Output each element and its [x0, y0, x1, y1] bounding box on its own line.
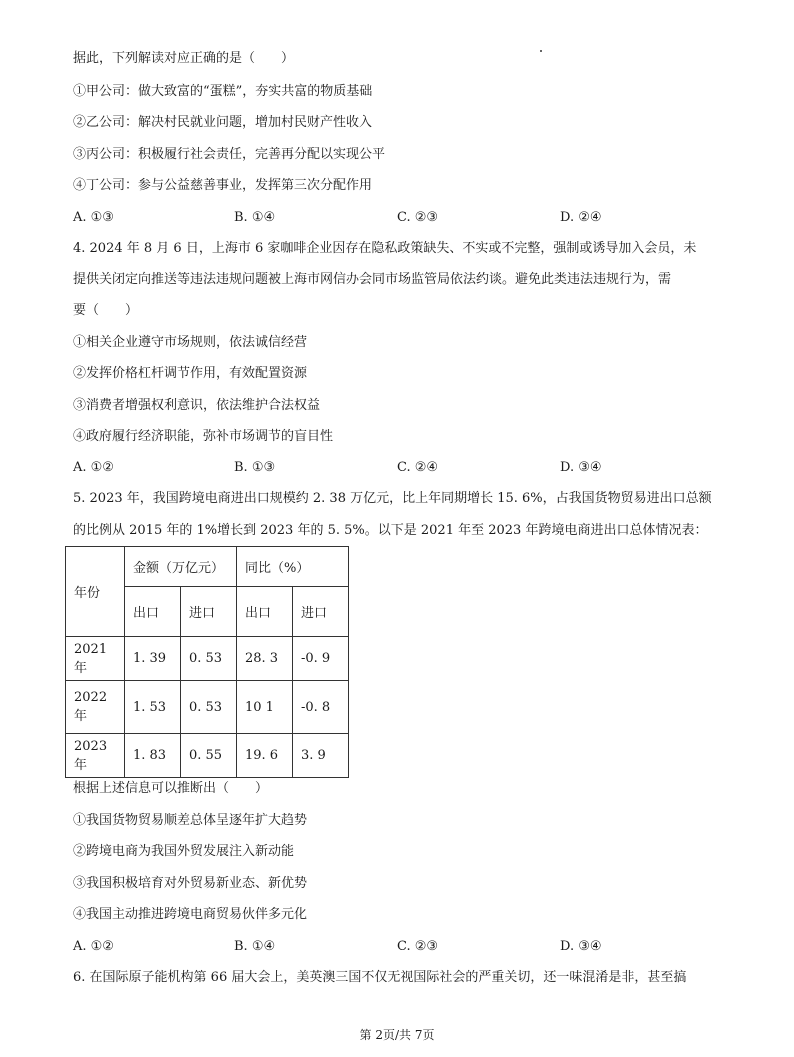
q3-option-d[interactable]: D. ②④: [560, 210, 602, 225]
q4-stem-line-1: 4. 2024 年 8 月 6 日，上海市 6 家咖啡企业因存在隐私政策缺失、不实或不完整，强制或诱导加入会员，未: [73, 241, 697, 256]
q4-item-4: ④政府履行经济职能，弥补市场调节的盲目性: [73, 429, 334, 444]
table-yoy-header: 同比（%）: [237, 547, 349, 587]
q5-stem-line-1: 5. 2023 年，我国跨境电商进出口规模约 2. 38 万亿元，比上年同期增长 15. 6%，占我国货物贸易进出口总额: [73, 491, 712, 506]
q3-options: [73, 209, 723, 227]
q5-options: [73, 938, 723, 956]
q3-item-1: ①甲公司：做大致富的“蛋糕”，夯实共富的物质基础: [73, 84, 373, 99]
q3-option-c[interactable]: C. ②③: [397, 210, 439, 225]
table-subheader: 进口: [181, 587, 237, 637]
table-cell: -0. 8: [293, 681, 349, 734]
table-row: [66, 734, 349, 778]
q3-stem: 据此，下列解读对应正确的是（ ）: [73, 51, 295, 66]
trade-table: [65, 546, 349, 778]
table-cell: 10 1: [237, 681, 293, 734]
table-cell: 1. 39: [125, 637, 181, 681]
q3-option-a[interactable]: A. ①③: [73, 210, 114, 225]
table-subheader: 出口: [237, 587, 293, 637]
table-subheader: 出口: [125, 587, 181, 637]
q5-item-1: ①我国货物贸易顺差总体呈逐年扩大趋势: [73, 813, 308, 828]
q3-item-4: ④丁公司：参与公益慈善事业，发挥第三次分配作用: [73, 178, 373, 193]
table-cell: 1. 53: [125, 681, 181, 734]
table-cell: 0. 53: [181, 681, 237, 734]
q5-item-4: ④我国主动推进跨境电商贸易伙伴多元化: [73, 907, 308, 922]
q5-item-2: ②跨境电商为我国外贸发展注入新动能: [73, 844, 295, 859]
q5-question: 根据上述信息可以推断出（ ）: [73, 781, 269, 796]
table-cell: 0. 55: [181, 734, 237, 778]
q4-option-d[interactable]: D. ③④: [560, 460, 602, 475]
table-row-year: 2021 年: [66, 637, 125, 681]
q3-item-2: ②乙公司：解决村民就业问题，增加村民财产性收入: [73, 115, 373, 130]
q5-option-a[interactable]: A. ①②: [73, 939, 114, 954]
table-amount-header: 金额（万亿元）: [125, 547, 237, 587]
table-cell: 28. 3: [237, 637, 293, 681]
q4-option-b[interactable]: B. ①③: [234, 460, 276, 475]
q4-option-c[interactable]: C. ②④: [397, 460, 439, 475]
q4-option-a[interactable]: A. ①②: [73, 460, 114, 475]
table-cell: 1. 83: [125, 734, 181, 778]
table-cell: -0. 9: [293, 637, 349, 681]
q3-option-b[interactable]: B. ①④: [234, 210, 276, 225]
table-row-year: 2022 年: [66, 681, 125, 734]
q4-item-3: ③消费者增强权利意识，依法维护合法权益: [73, 398, 321, 413]
q3-item-3: ③丙公司：积极履行社会责任，完善再分配以实现公平: [73, 147, 386, 162]
table-cell: 19. 6: [237, 734, 293, 778]
q5-option-c[interactable]: C. ②③: [397, 939, 439, 954]
table-year-header: 年份: [66, 547, 125, 637]
q5-item-3: ③我国积极培育对外贸易新业态、新优势: [73, 876, 308, 891]
q5-option-d[interactable]: D. ③④: [560, 939, 602, 954]
q4-stem-line-2: 提供关闭定向推送等违法违规问题被上海市网信办会同市场监管局依法约谈。避免此类违法违规行为，需: [73, 272, 672, 287]
page-footer: 第 2页/共 7页: [359, 1028, 435, 1042]
q4-options: [73, 459, 723, 477]
table-row: [66, 681, 349, 734]
table-cell: 3. 9: [293, 734, 349, 778]
q4-item-1: ①相关企业遵守市场规则，依法诚信经营: [73, 335, 308, 350]
table-row: [66, 637, 349, 681]
table-subheader: 进口: [293, 587, 349, 637]
q6-stem-line-1: 6. 在国际原子能机构第 66 届大会上，美英澳三国不仅无视国际社会的严重关切，还一味混淆是非，甚至搞: [73, 970, 687, 985]
q4-stem-line-3: 要（ ）: [73, 303, 139, 318]
table-row-year: 2023 年: [66, 734, 125, 778]
q5-stem-line-2: 的比例从 2015 年的 1%增长到 2023 年的 5. 5%。以下是 2021 年至 2023 年跨境电商进出口总体情况表：: [73, 523, 708, 538]
q4-item-2: ②发挥价格杠杆调节作用，有效配置资源: [73, 366, 308, 381]
q5-option-b[interactable]: B. ①④: [234, 939, 276, 954]
scan-dot: [540, 50, 542, 52]
table-cell: 0. 53: [181, 637, 237, 681]
